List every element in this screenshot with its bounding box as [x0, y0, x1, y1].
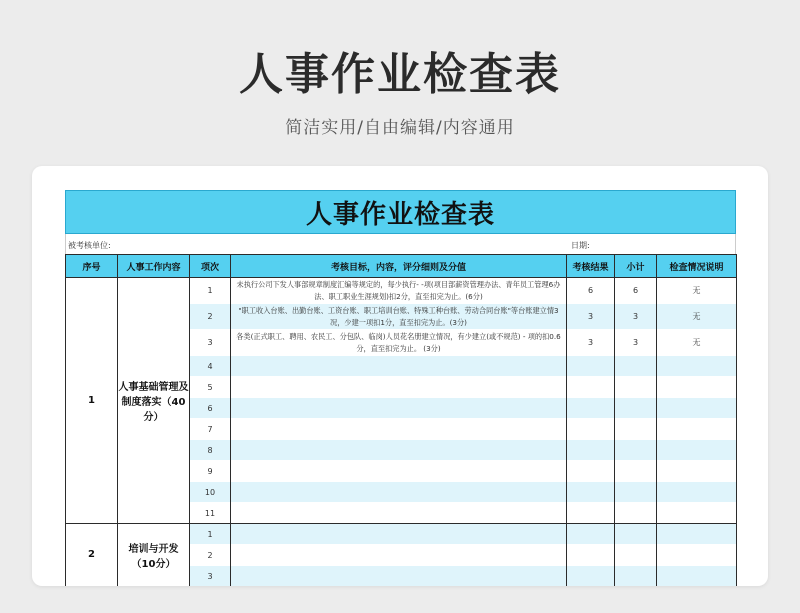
- subtotal-cell[interactable]: [615, 419, 657, 440]
- subtotal-cell[interactable]: [615, 440, 657, 461]
- item-description[interactable]: [231, 461, 567, 482]
- preview-card: [32, 166, 768, 586]
- note-cell[interactable]: [657, 524, 737, 545]
- subtotal-cell[interactable]: 3: [615, 330, 657, 356]
- item-number: 9: [190, 461, 231, 482]
- page-title: 人事作业检查表: [239, 49, 561, 100]
- col-header: 小计: [615, 255, 657, 278]
- result-cell[interactable]: 3: [567, 330, 615, 356]
- subtotal-cell[interactable]: [615, 566, 657, 587]
- note-cell[interactable]: [657, 377, 737, 398]
- col-header: 考核目标，内容，评分细则及分值: [231, 255, 567, 278]
- subtotal-cell[interactable]: [615, 482, 657, 503]
- item-description[interactable]: [231, 419, 567, 440]
- item-description[interactable]: [231, 356, 567, 377]
- item-description[interactable]: [231, 524, 567, 545]
- sheet-title: 人事作业检查表: [65, 190, 736, 234]
- note-cell[interactable]: [657, 566, 737, 587]
- subtotal-cell[interactable]: [615, 524, 657, 545]
- item-description[interactable]: [231, 545, 567, 566]
- item-number: 1: [190, 524, 231, 545]
- date-label: 日期:: [571, 241, 590, 250]
- subtotal-cell[interactable]: [615, 545, 657, 566]
- result-cell[interactable]: [567, 419, 615, 440]
- result-cell[interactable]: [567, 566, 615, 587]
- item-number: 6: [190, 398, 231, 419]
- table-row[interactable]: [66, 524, 737, 545]
- result-cell[interactable]: [567, 482, 615, 503]
- result-cell[interactable]: [567, 503, 615, 524]
- note-cell[interactable]: [657, 482, 737, 503]
- col-header: 人事工作内容: [118, 255, 190, 278]
- section-number: 2: [66, 524, 118, 587]
- item-number: 1: [190, 278, 231, 304]
- note-cell[interactable]: 无: [657, 330, 737, 356]
- note-cell[interactable]: [657, 545, 737, 566]
- page-subtitle: 简洁实用/自由编辑/内容通用: [285, 118, 515, 138]
- result-cell[interactable]: [567, 440, 615, 461]
- item-description[interactable]: 各类(正式职工、聘用、农民工、分包队、临岗)人员花名册建立情况，有少建立(或不规范) - 项的扣0.6分，直至扣完为止。 (3分): [231, 330, 567, 356]
- note-cell[interactable]: [657, 419, 737, 440]
- result-cell[interactable]: [567, 524, 615, 545]
- item-number: 4: [190, 356, 231, 377]
- item-description[interactable]: "职工收入台账、出勤台账、工资台账、职工培训台账、特殊工种台账、劳动合同台账"等台账建立情3况，少建一项扣1分，直至扣完为止。(3分): [231, 304, 567, 330]
- item-number: 5: [190, 377, 231, 398]
- item-number: 7: [190, 419, 231, 440]
- note-cell[interactable]: [657, 356, 737, 377]
- item-description[interactable]: [231, 503, 567, 524]
- item-description[interactable]: 未执行公司下发人事部规章制度汇编等规定的，每少执行- -项(项目部薪资管理办法、青年员工管理6办法、职工职业生涯规划)扣2分，直至扣完为止。(6分): [231, 278, 567, 304]
- item-description[interactable]: [231, 398, 567, 419]
- item-number: 2: [190, 545, 231, 566]
- item-number: 3: [190, 330, 231, 356]
- item-number: 2: [190, 304, 231, 330]
- col-header: 检查情况说明: [657, 255, 737, 278]
- check-table: [65, 254, 737, 586]
- item-description[interactable]: [231, 566, 567, 587]
- item-number: 3: [190, 566, 231, 587]
- item-number: 10: [190, 482, 231, 503]
- spreadsheet: [65, 190, 736, 586]
- unit-label: 被考核单位:: [68, 241, 111, 250]
- note-cell[interactable]: [657, 398, 737, 419]
- result-cell[interactable]: [567, 545, 615, 566]
- note-cell[interactable]: [657, 440, 737, 461]
- info-row: [65, 234, 736, 254]
- section-number: 1: [66, 278, 118, 524]
- subtotal-cell[interactable]: [615, 377, 657, 398]
- item-number: 8: [190, 440, 231, 461]
- result-cell[interactable]: [567, 356, 615, 377]
- subtotal-cell[interactable]: [615, 461, 657, 482]
- col-header: 考核结果: [567, 255, 615, 278]
- note-cell[interactable]: [657, 503, 737, 524]
- note-cell[interactable]: 无: [657, 278, 737, 304]
- section-content: 人事基础管理及制度落实（40分）: [118, 278, 190, 524]
- item-description[interactable]: [231, 377, 567, 398]
- item-description[interactable]: [231, 482, 567, 503]
- section-content: 培训与开发（10分）: [118, 524, 190, 587]
- result-cell[interactable]: 6: [567, 278, 615, 304]
- subtotal-cell[interactable]: [615, 503, 657, 524]
- subtotal-cell[interactable]: 3: [615, 304, 657, 330]
- header-row: [66, 255, 737, 278]
- col-header: 序号: [66, 255, 118, 278]
- note-cell[interactable]: [657, 461, 737, 482]
- result-cell[interactable]: 3: [567, 304, 615, 330]
- subtotal-cell[interactable]: [615, 356, 657, 377]
- item-number: 11: [190, 503, 231, 524]
- result-cell[interactable]: [567, 461, 615, 482]
- col-header: 项次: [190, 255, 231, 278]
- note-cell[interactable]: 无: [657, 304, 737, 330]
- subtotal-cell[interactable]: [615, 398, 657, 419]
- subtotal-cell[interactable]: 6: [615, 278, 657, 304]
- table-row[interactable]: [66, 278, 737, 304]
- result-cell[interactable]: [567, 398, 615, 419]
- result-cell[interactable]: [567, 377, 615, 398]
- item-description[interactable]: [231, 440, 567, 461]
